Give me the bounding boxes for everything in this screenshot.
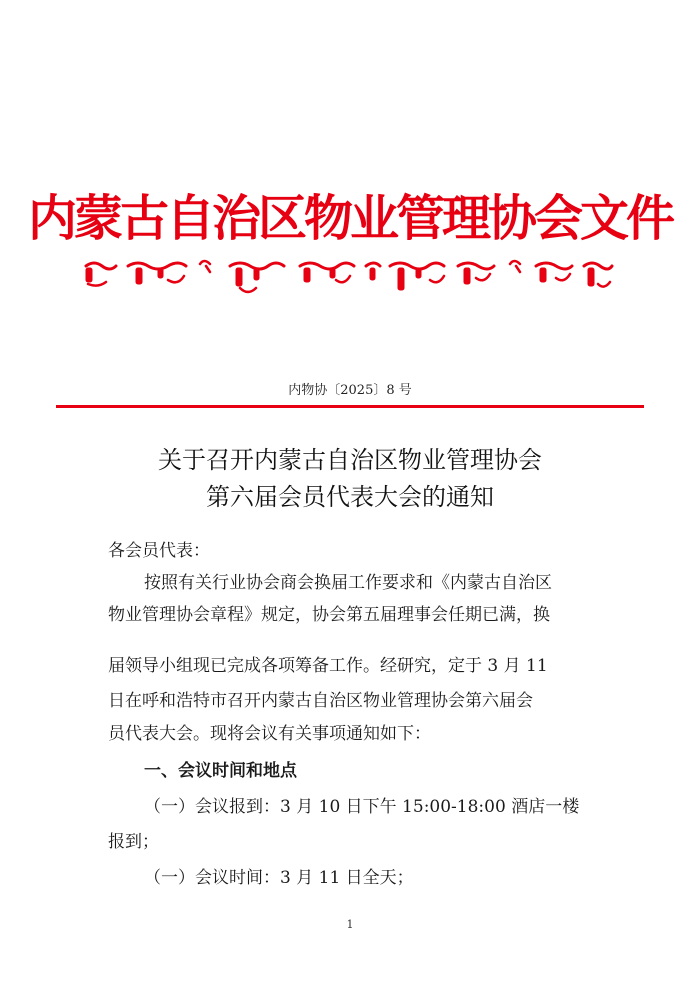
mongolian-script-emblem <box>84 254 614 304</box>
notice-title-line-1: 关于召开内蒙古自治区物业管理协会 <box>158 446 542 474</box>
notice-title-line-2: 第六届会员代表大会的通知 <box>206 483 494 511</box>
salutation: 各会员代表： <box>108 541 210 561</box>
paragraph-line: 员代表大会。现将会议有关事项通知如下： <box>108 724 431 744</box>
item-registration-line-1: （一）会议报到：3 月 10 日下午 15:00-18:00 酒店一楼 <box>144 797 580 817</box>
document-number: 内物协〔2025〕8 号 <box>288 383 412 398</box>
org-header-title: 内蒙古自治区物业管理协会文件 <box>27 189 672 247</box>
section-heading-meeting-time-place: 一、会议时间和地点 <box>144 761 297 781</box>
paragraph-line: 届领导小组现已完成各项筹备工作。经研究，定于 3 月 11 <box>108 656 548 676</box>
item-meeting-time: （一）会议时间：3 月 11 日全天； <box>144 868 414 888</box>
paragraph-line: 物业管理协会章程》规定，协会第五届理事会任期已满，换 <box>108 605 550 625</box>
paragraph-line: 日在呼和浩特市召开内蒙古自治区物业管理协会第六届会 <box>108 691 533 711</box>
page-number: 1 <box>346 918 354 931</box>
red-divider-rule <box>56 405 644 408</box>
item-registration-line-2: 报到； <box>108 832 159 852</box>
paragraph-line: 按照有关行业协会商会换届工作要求和《内蒙古自治区 <box>144 573 552 593</box>
